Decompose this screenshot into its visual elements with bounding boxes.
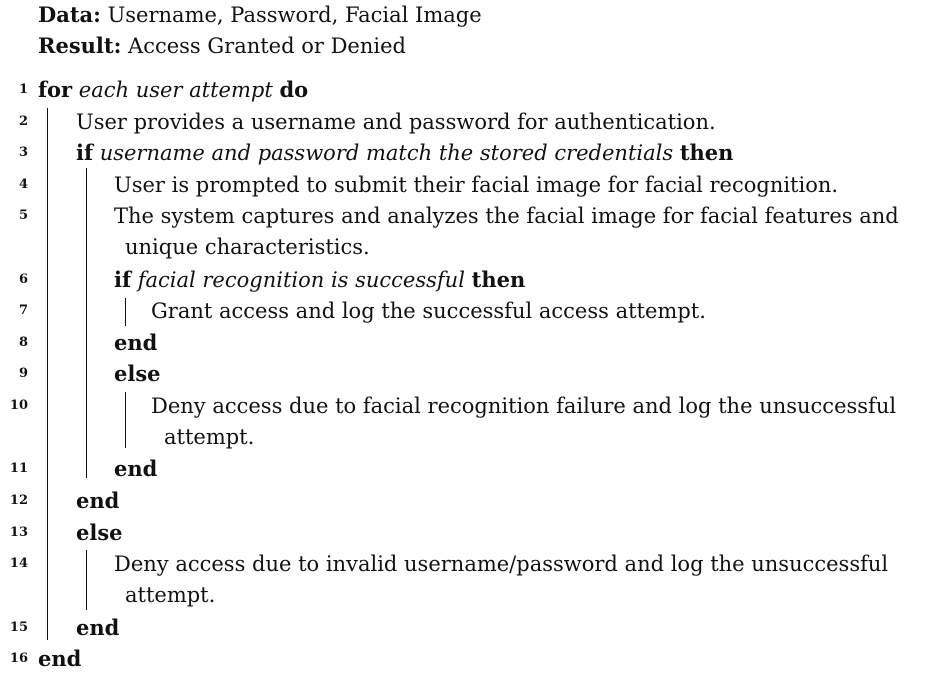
for-condition: each user attempt [78, 78, 273, 102]
line-number: 10 [9, 398, 28, 413]
line-6-if [114, 267, 525, 293]
line-number: 4 [18, 177, 28, 192]
indent-bar-else-credentials [86, 550, 87, 610]
line-number: 9 [18, 366, 28, 381]
line-10-continuation: attempt. [164, 425, 255, 449]
line-14-statement: Deny access due to invalid username/password and log the unsuccessful [114, 552, 889, 576]
line-number: 12 [9, 493, 28, 508]
line-14-continuation: attempt. [125, 583, 216, 607]
result-label: Result: [38, 33, 122, 58]
line-10-statement: Deny access due to facial recognition failure and log the unsuccessful [151, 394, 897, 418]
line-number: 3 [18, 145, 28, 160]
line-number: 5 [18, 208, 28, 223]
result-line [38, 33, 406, 59]
keyword-if: if [114, 267, 132, 292]
line-1-for [38, 77, 308, 103]
line-16-end: end [38, 646, 82, 671]
line-2-statement: User provides a username and password for authentication. [76, 110, 716, 134]
data-value: Username, Password, Facial Image [107, 3, 482, 27]
line-number: 8 [18, 335, 28, 350]
if-condition-credentials: username and password match the stored credentials [99, 141, 674, 165]
line-number: 2 [18, 114, 28, 129]
line-7-statement: Grant access and log the successful access attempt. [151, 299, 706, 323]
line-number: 16 [9, 651, 28, 666]
indent-bar-if-facial [125, 298, 126, 326]
line-13-else: else [76, 520, 123, 545]
keyword-for: for [38, 77, 73, 102]
result-value: Access Granted or Denied [128, 34, 406, 58]
line-number: 6 [18, 272, 28, 287]
data-label: Data: [38, 2, 101, 27]
line-11-end: end [114, 456, 158, 481]
line-number: 13 [9, 525, 28, 540]
line-number: 15 [9, 620, 28, 635]
line-12-end: end [76, 488, 120, 513]
line-8-end: end [114, 330, 158, 355]
line-15-end: end [76, 615, 120, 640]
indent-bar-for [47, 108, 48, 640]
line-number: 1 [18, 82, 28, 97]
line-9-else: else [114, 361, 161, 386]
line-5-continuation: unique characteristics. [125, 235, 370, 259]
if-condition-facial: facial recognition is successful [137, 268, 465, 292]
keyword-then: then [471, 267, 526, 292]
line-5-statement: The system captures and analyzes the facial image for facial features and [114, 204, 899, 228]
line-4-statement: User is prompted to submit their facial image for facial recognition. [114, 173, 839, 197]
line-number: 7 [18, 303, 28, 318]
keyword-if: if [76, 140, 94, 165]
line-number: 14 [9, 556, 28, 571]
indent-bar-else-facial [125, 392, 126, 448]
line-3-if [76, 140, 733, 166]
indent-bar-if-credentials [86, 168, 87, 478]
data-line [38, 2, 482, 28]
keyword-then: then [679, 140, 734, 165]
line-number: 11 [9, 461, 28, 476]
keyword-do: do [279, 77, 309, 102]
